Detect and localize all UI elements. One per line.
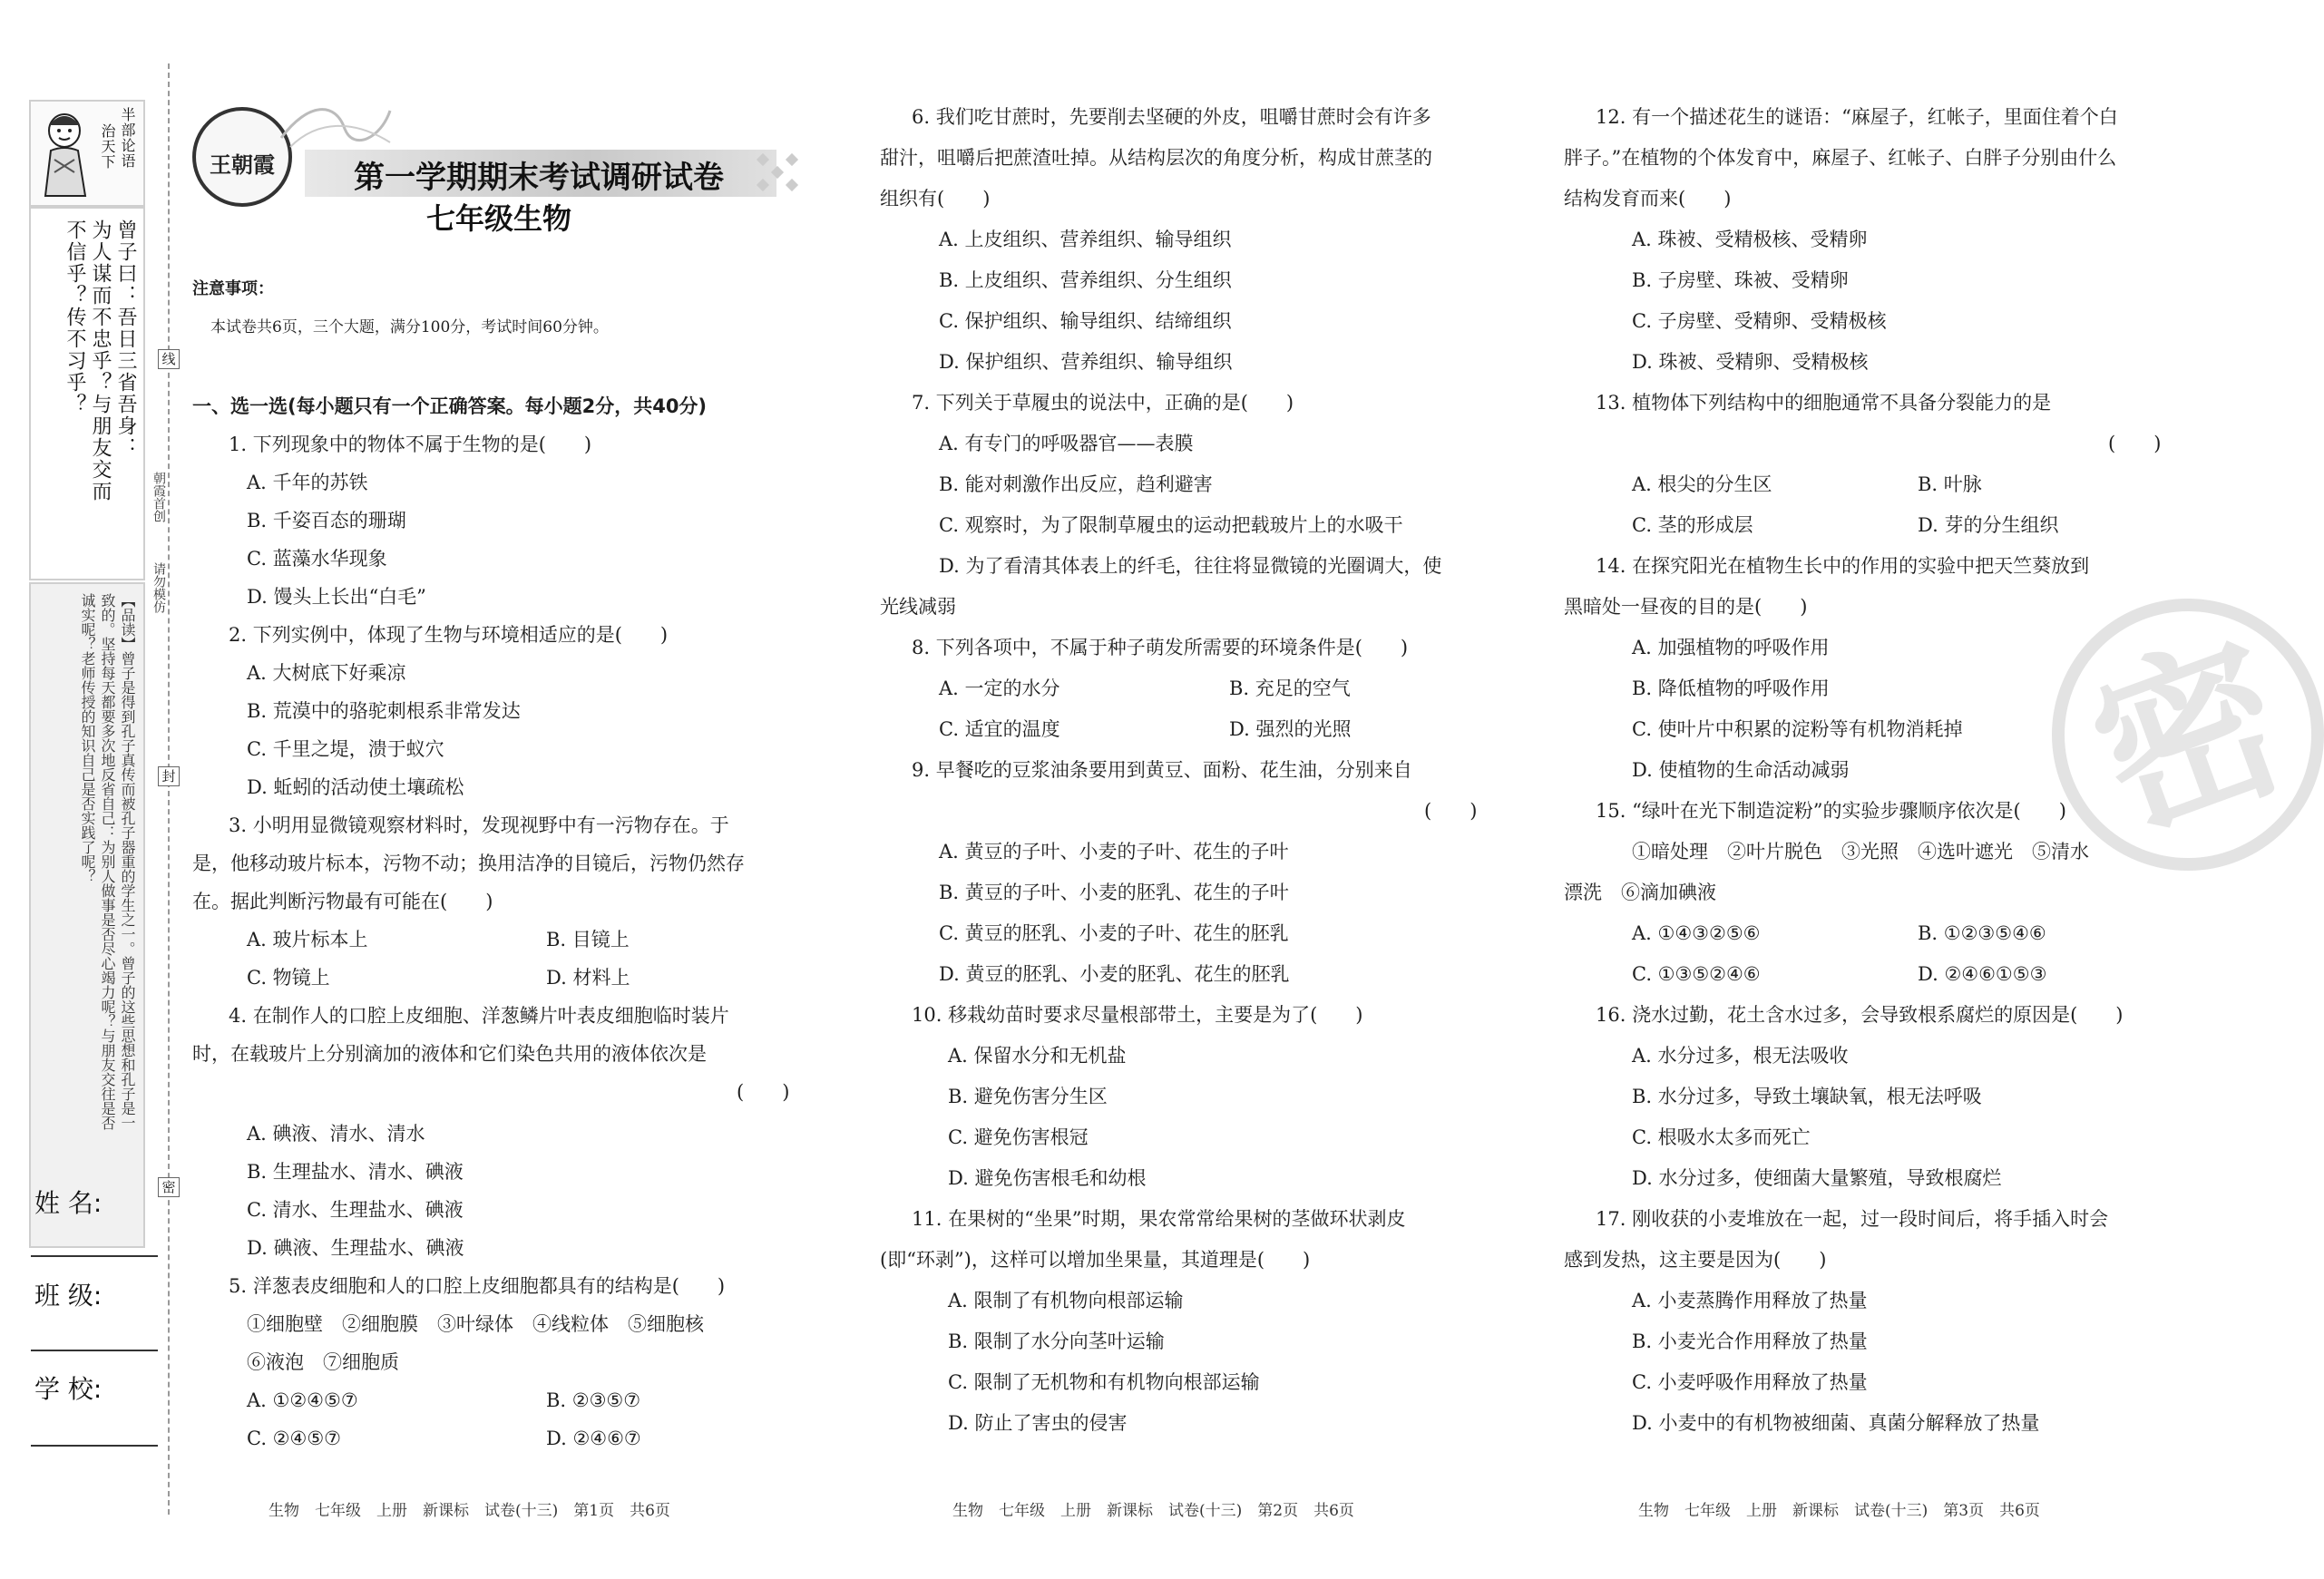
footer-page-1: 生物 七年级 上册 新课标 试卷(十三) 第1页 共6页 (269, 1502, 670, 1520)
col1-text-line: D. 碘液、生理盐水、碘液 (247, 1237, 464, 1259)
col2-text-line: C. 避免伤害根冠 (948, 1126, 1089, 1148)
school-line (31, 1445, 158, 1447)
col3-text-line: D. 水分过多，使细菌大量繁殖，导致根腐烂 (1632, 1167, 2002, 1189)
quote-box (29, 207, 145, 580)
col1-text-line: D. 馒头上长出“白毛” (247, 586, 426, 608)
col1-text-line: B. 目镜上 (546, 929, 630, 950)
cut-label-seal: 封 (158, 766, 180, 786)
reading-line-1: 【品读】曾子是得到孔子真传而被孔子器重的学生之一。曾子的这些思想和孔子是一 (119, 593, 136, 1130)
footer-page-2: 生物 七年级 上册 新课标 试卷(十三) 第2页 共6页 (952, 1502, 1354, 1520)
col3-text-line: 17. 刚收获的小麦堆放在一起，过一段时间后，将手插入时会 (1596, 1208, 2109, 1230)
quote-line-2: 为人谋而不忠乎？与朋友交而 (89, 219, 112, 502)
cut-label-line: 线 (158, 349, 180, 369)
class-label: 班 级: (34, 1281, 103, 1311)
col3-text-line: 结构发育而来( ) (1564, 188, 1732, 210)
col1-text-line: 时，在载玻片上分别滴加的液体和它们染色共用的液体依次是 (192, 1043, 707, 1065)
col1-text-line: B. ②③⑤⑦ (546, 1389, 641, 1411)
col3-text-line: A. 珠被、受精极核、受精卵 (1632, 229, 1868, 250)
col1-text-line: 在。据此判断污物最有可能在( ) (192, 891, 493, 912)
col3-text-line: 14. 在探究阳光在植物生长中的作用的实验中把天竺葵放到 (1596, 555, 2090, 577)
brand-logo-text: 王朝霞 (210, 151, 275, 178)
col1-text-line: C. ②④⑤⑦ (247, 1428, 341, 1449)
col2-text-line: (即“环剥”)，这样可以增加坐果量，其道理是( ) (880, 1249, 1311, 1271)
col2-text-line: D. 保护组织、营养组织、输导组织 (939, 351, 1233, 373)
col2-text-line: B. 限制了水分向茎叶运输 (948, 1330, 1165, 1352)
footer-page-3: 生物 七年级 上册 新课标 试卷(十三) 第3页 共6页 (1638, 1502, 2040, 1520)
motto-top-1: 半部论语 (119, 107, 136, 169)
col2-text-line: A. 限制了有机物向根部运输 (948, 1290, 1184, 1311)
quote-line-1: 曾子曰：吾日三省吾身： (114, 219, 137, 459)
col3-text-line: 胖子。”在植物的个体发育中，麻屋子、红帐子、白胖子分别由什么 (1564, 147, 2117, 169)
col3-text-line: C. 子房壁、受精卵、受精极核 (1632, 310, 1887, 332)
col2-text-line: A. 黄豆的子叶、小麦的子叶、花生的子叶 (939, 841, 1289, 863)
class-line (31, 1350, 158, 1351)
col2-text-line: B. 黄豆的子叶、小麦的胚乳、花生的子叶 (939, 882, 1289, 903)
col3-text-line: B. 降低植物的呼吸作用 (1632, 677, 1830, 699)
col3-text-line: A. 加强植物的呼吸作用 (1632, 637, 1830, 658)
motto-box (29, 100, 145, 207)
col3-text-line: D. 芽的分生组织 (1918, 514, 2059, 536)
col3-text-line: 16. 浇水过勤，花土含水过多，会导致根系腐烂的原因是( ) (1596, 1004, 2124, 1026)
notice-text: 本试卷共6页，三个大题，满分100分，考试时间60分钟。 (210, 318, 609, 336)
col1-text-line: 一、选一选(每小题只有一个正确答案。每小题2分，共40分) (192, 395, 708, 417)
col1-text-line: 5. 洋葱表皮细胞和人的口腔上皮细胞都具有的结构是( ) (229, 1275, 726, 1297)
col3-text-line: B. ①②③⑤④⑥ (1918, 922, 2046, 944)
col3-text-line: C. 茎的形成层 (1632, 514, 1753, 536)
col2-text-line: C. 限制了无机物和有机物向根部运输 (948, 1371, 1260, 1393)
col3-text-line: D. ②④⑥①⑤③ (1918, 963, 2047, 985)
col3-text-line: A. 小麦蒸腾作用释放了热量 (1632, 1290, 1868, 1311)
col2-text-line: C. 适宜的温度 (939, 718, 1060, 740)
col1-text-line: 2. 下列实例中，体现了生物与环境相适应的是( ) (229, 624, 669, 646)
col1-text-line: A. ①②④⑤⑦ (247, 1389, 358, 1411)
col2-text-line: B. 充足的空气 (1229, 677, 1351, 699)
col1-text-line: C. 物镜上 (247, 967, 330, 989)
col3-text-line: B. 叶脉 (1918, 473, 1982, 495)
col1-text-line: D. ②④⑥⑦ (546, 1428, 641, 1449)
column-1 (192, 0, 818, 1488)
col2-text-line: 10. 移栽幼苗时要求尽量根部带土，主要是为了( ) (912, 1004, 1363, 1026)
col1-text-line: B. 荒漠中的骆驼刺根系非常发达 (247, 700, 521, 722)
col3-text-line: B. 小麦光合作用释放了热量 (1632, 1330, 1868, 1352)
col2-text-line: D. 防止了害虫的侵害 (948, 1412, 1128, 1434)
col3-text-line: B. 水分过多，导致土壤缺氧，根无法呼吸 (1632, 1086, 1982, 1107)
col1-text-line: A. 碘液、清水、清水 (247, 1123, 425, 1145)
col2-text-line: 光线减弱 (880, 596, 956, 618)
col1-text-line: A. 玻片标本上 (247, 929, 368, 950)
col3-text-line: D. 小麦中的有机物被细菌、真菌分解释放了热量 (1632, 1412, 2040, 1434)
col2-text-line: C. 保护组织、输导组织、结缔组织 (939, 310, 1232, 332)
col3-text-line: 13. 植物体下列结构中的细胞通常不具备分裂能力的是 (1596, 392, 2052, 414)
col3-text-line: 感到发热，这主要是因为( ) (1564, 1249, 1827, 1271)
col3-text-line: 漂洗 ⑥滴加碘液 (1564, 882, 1716, 903)
col2-text-line: D. 避免伤害根毛和幼根 (948, 1167, 1147, 1189)
quote-line-3: 不信乎？传不习乎？ (63, 219, 86, 415)
col1-text-line: ⑥液泡 ⑦细胞质 (247, 1351, 399, 1373)
col3-text-line: 15. “绿叶在光下制造淀粉”的实验步骤顺序依次是( ) (1596, 800, 2066, 822)
exam-title: 第一学期期末考试调研试卷 (354, 160, 724, 196)
col2-text-line: 6. 我们吃甘蔗时，先要削去坚硬的外皮，咀嚼甘蔗时会有许多 (912, 106, 1431, 128)
col1-text-line: B. 生理盐水、清水、碘液 (247, 1161, 464, 1183)
col3-text-line: B. 子房壁、珠被、受精卵 (1632, 269, 1849, 291)
name-line (31, 1255, 158, 1257)
exam-subtitle: 七年级生物 (426, 201, 572, 236)
col3-text-line: D. 珠被、受精卵、受精极核 (1632, 351, 1869, 373)
col2-text-line: A. 上皮组织、营养组织、输导组织 (939, 229, 1232, 250)
col2-text-line: 9. 早餐吃的豆浆油条要用到黄豆、面粉、花生油，分别来自 (912, 759, 1412, 781)
col2-text-line: 7. 下列关于草履虫的说法中，正确的是( ) (912, 392, 1294, 414)
col1-text-line: ( ) (737, 1081, 790, 1103)
scholar-figure-icon (34, 109, 94, 198)
col2-text-line: C. 黄豆的胚乳、小麦的子叶、花生的胚乳 (939, 922, 1289, 944)
column-2 (880, 0, 1506, 1488)
col1-text-line: 4. 在制作人的口腔上皮细胞、洋葱鳞片叶表皮细胞临时装片 (229, 1005, 729, 1027)
col3-text-line: C. 使叶片中积累的淀粉等有机物消耗掉 (1632, 718, 1963, 740)
col1-text-line: D. 蚯蚓的活动使土壤疏松 (247, 776, 464, 798)
col1-text-line: B. 千姿百态的珊瑚 (247, 510, 406, 531)
col2-text-line: B. 能对刺激作出反应，趋利避害 (939, 473, 1213, 495)
col3-text-line: A. ①④③②⑤⑥ (1632, 922, 1761, 944)
col1-text-line: 是，他移动玻片标本，污物不动；换用洁净的目镜后，污物仍然存 (192, 853, 745, 874)
col3-text-line: C. ①③⑤②④⑥ (1632, 963, 1761, 985)
col2-text-line: A. 一定的水分 (939, 677, 1060, 699)
reading-box (29, 582, 145, 1248)
col1-text-line: 1. 下列现象中的物体不属于生物的是( ) (229, 434, 592, 455)
reading-line-2: 致的。坚持每天都要多次地反省自己：为别人做事是否尽心竭力呢？与朋友交往是否 (99, 593, 116, 1130)
binding-cut-line (168, 63, 170, 1515)
col1-text-line: A. 千年的苏铁 (247, 472, 368, 493)
col2-text-line: 8. 下列各项中，不属于种子萌发所需要的环境条件是( ) (912, 637, 1409, 658)
watermark-text: 密 (2068, 607, 2311, 869)
school-label: 学 校: (34, 1374, 103, 1404)
motto-top-2: 治天下 (99, 123, 116, 170)
copyright-line-1: 朝霞首创 (151, 472, 166, 522)
col2-text-line: D. 为了看清其体表上的纤毛，往往将显微镜的光圈调大，使 (939, 555, 1442, 577)
col1-text-line: 3. 小明用显微镜观察材料时，发现视野中有一污物存在。于 (229, 814, 729, 836)
col2-text-line: 11. 在果树的“坐果”时期，果农常常给果树的茎做环状剥皮 (912, 1208, 1406, 1230)
col2-text-line: B. 避免伤害分生区 (948, 1086, 1108, 1107)
col1-text-line: C. 清水、生理盐水、碘液 (247, 1199, 464, 1221)
col2-text-line: D. 黄豆的胚乳、小麦的胚乳、花生的胚乳 (939, 963, 1290, 985)
col1-text-line: C. 蓝藻水华现象 (247, 548, 387, 570)
col2-text-line: B. 上皮组织、营养组织、分生组织 (939, 269, 1232, 291)
col1-text-line: A. 大树底下好乘凉 (247, 662, 406, 684)
col2-text-line: D. 强烈的光照 (1229, 718, 1352, 740)
col2-text-line: ( ) (1424, 800, 1478, 822)
col2-text-line: A. 保留水分和无机盐 (948, 1045, 1127, 1067)
col3-text-line: 12. 有一个描述花生的谜语：“麻屋子，红帐子，里面住着个白 (1596, 106, 2118, 128)
col2-text-line: A. 有专门的呼吸器官——表膜 (939, 433, 1194, 454)
col3-text-line: ( ) (2108, 433, 2162, 454)
col1-text-line: C. 千里之堤，溃于蚁穴 (247, 738, 444, 760)
col2-text-line: C. 观察时，为了限制草履虫的运动把载玻片上的水吸干 (939, 514, 1403, 536)
col3-text-line: A. 水分过多，根无法吸收 (1632, 1045, 1849, 1067)
col2-text-line: 组织有( ) (880, 188, 991, 210)
reading-line-3: 诚实呢？老师传授的知识自己是否实践了呢？ (79, 593, 96, 883)
notice-heading: 注意事项： (192, 279, 274, 298)
col1-text-line: ①细胞壁 ②细胞膜 ③叶绿体 ④线粒体 ⑤细胞核 (247, 1313, 704, 1335)
col3-text-line: A. 根尖的分生区 (1632, 473, 1772, 495)
confidential-seal-watermark (2052, 599, 2324, 871)
col3-text-line: C. 根吸水太多而死亡 (1632, 1126, 1811, 1148)
sidebar (29, 100, 145, 1143)
name-label: 姓 名: (34, 1188, 103, 1218)
col3-text-line: D. 使植物的生命活动减弱 (1632, 759, 1850, 781)
col3-text-line: 黑暗处一昼夜的目的是( ) (1564, 596, 1808, 618)
col1-text-line: D. 材料上 (546, 967, 630, 989)
col3-text-line: C. 小麦呼吸作用释放了热量 (1632, 1371, 1868, 1393)
col2-text-line: 甜汁，咀嚼后把蔗渣吐掉。从结构层次的角度分析，构成甘蔗茎的 (880, 147, 1432, 169)
copyright-line-2: 请勿模仿 (151, 562, 166, 613)
cut-label-secret: 密 (158, 1177, 180, 1197)
col3-text-line: ①暗处理 ②叶片脱色 ③光照 ④选叶遮光 ⑤清水 (1632, 841, 2089, 863)
